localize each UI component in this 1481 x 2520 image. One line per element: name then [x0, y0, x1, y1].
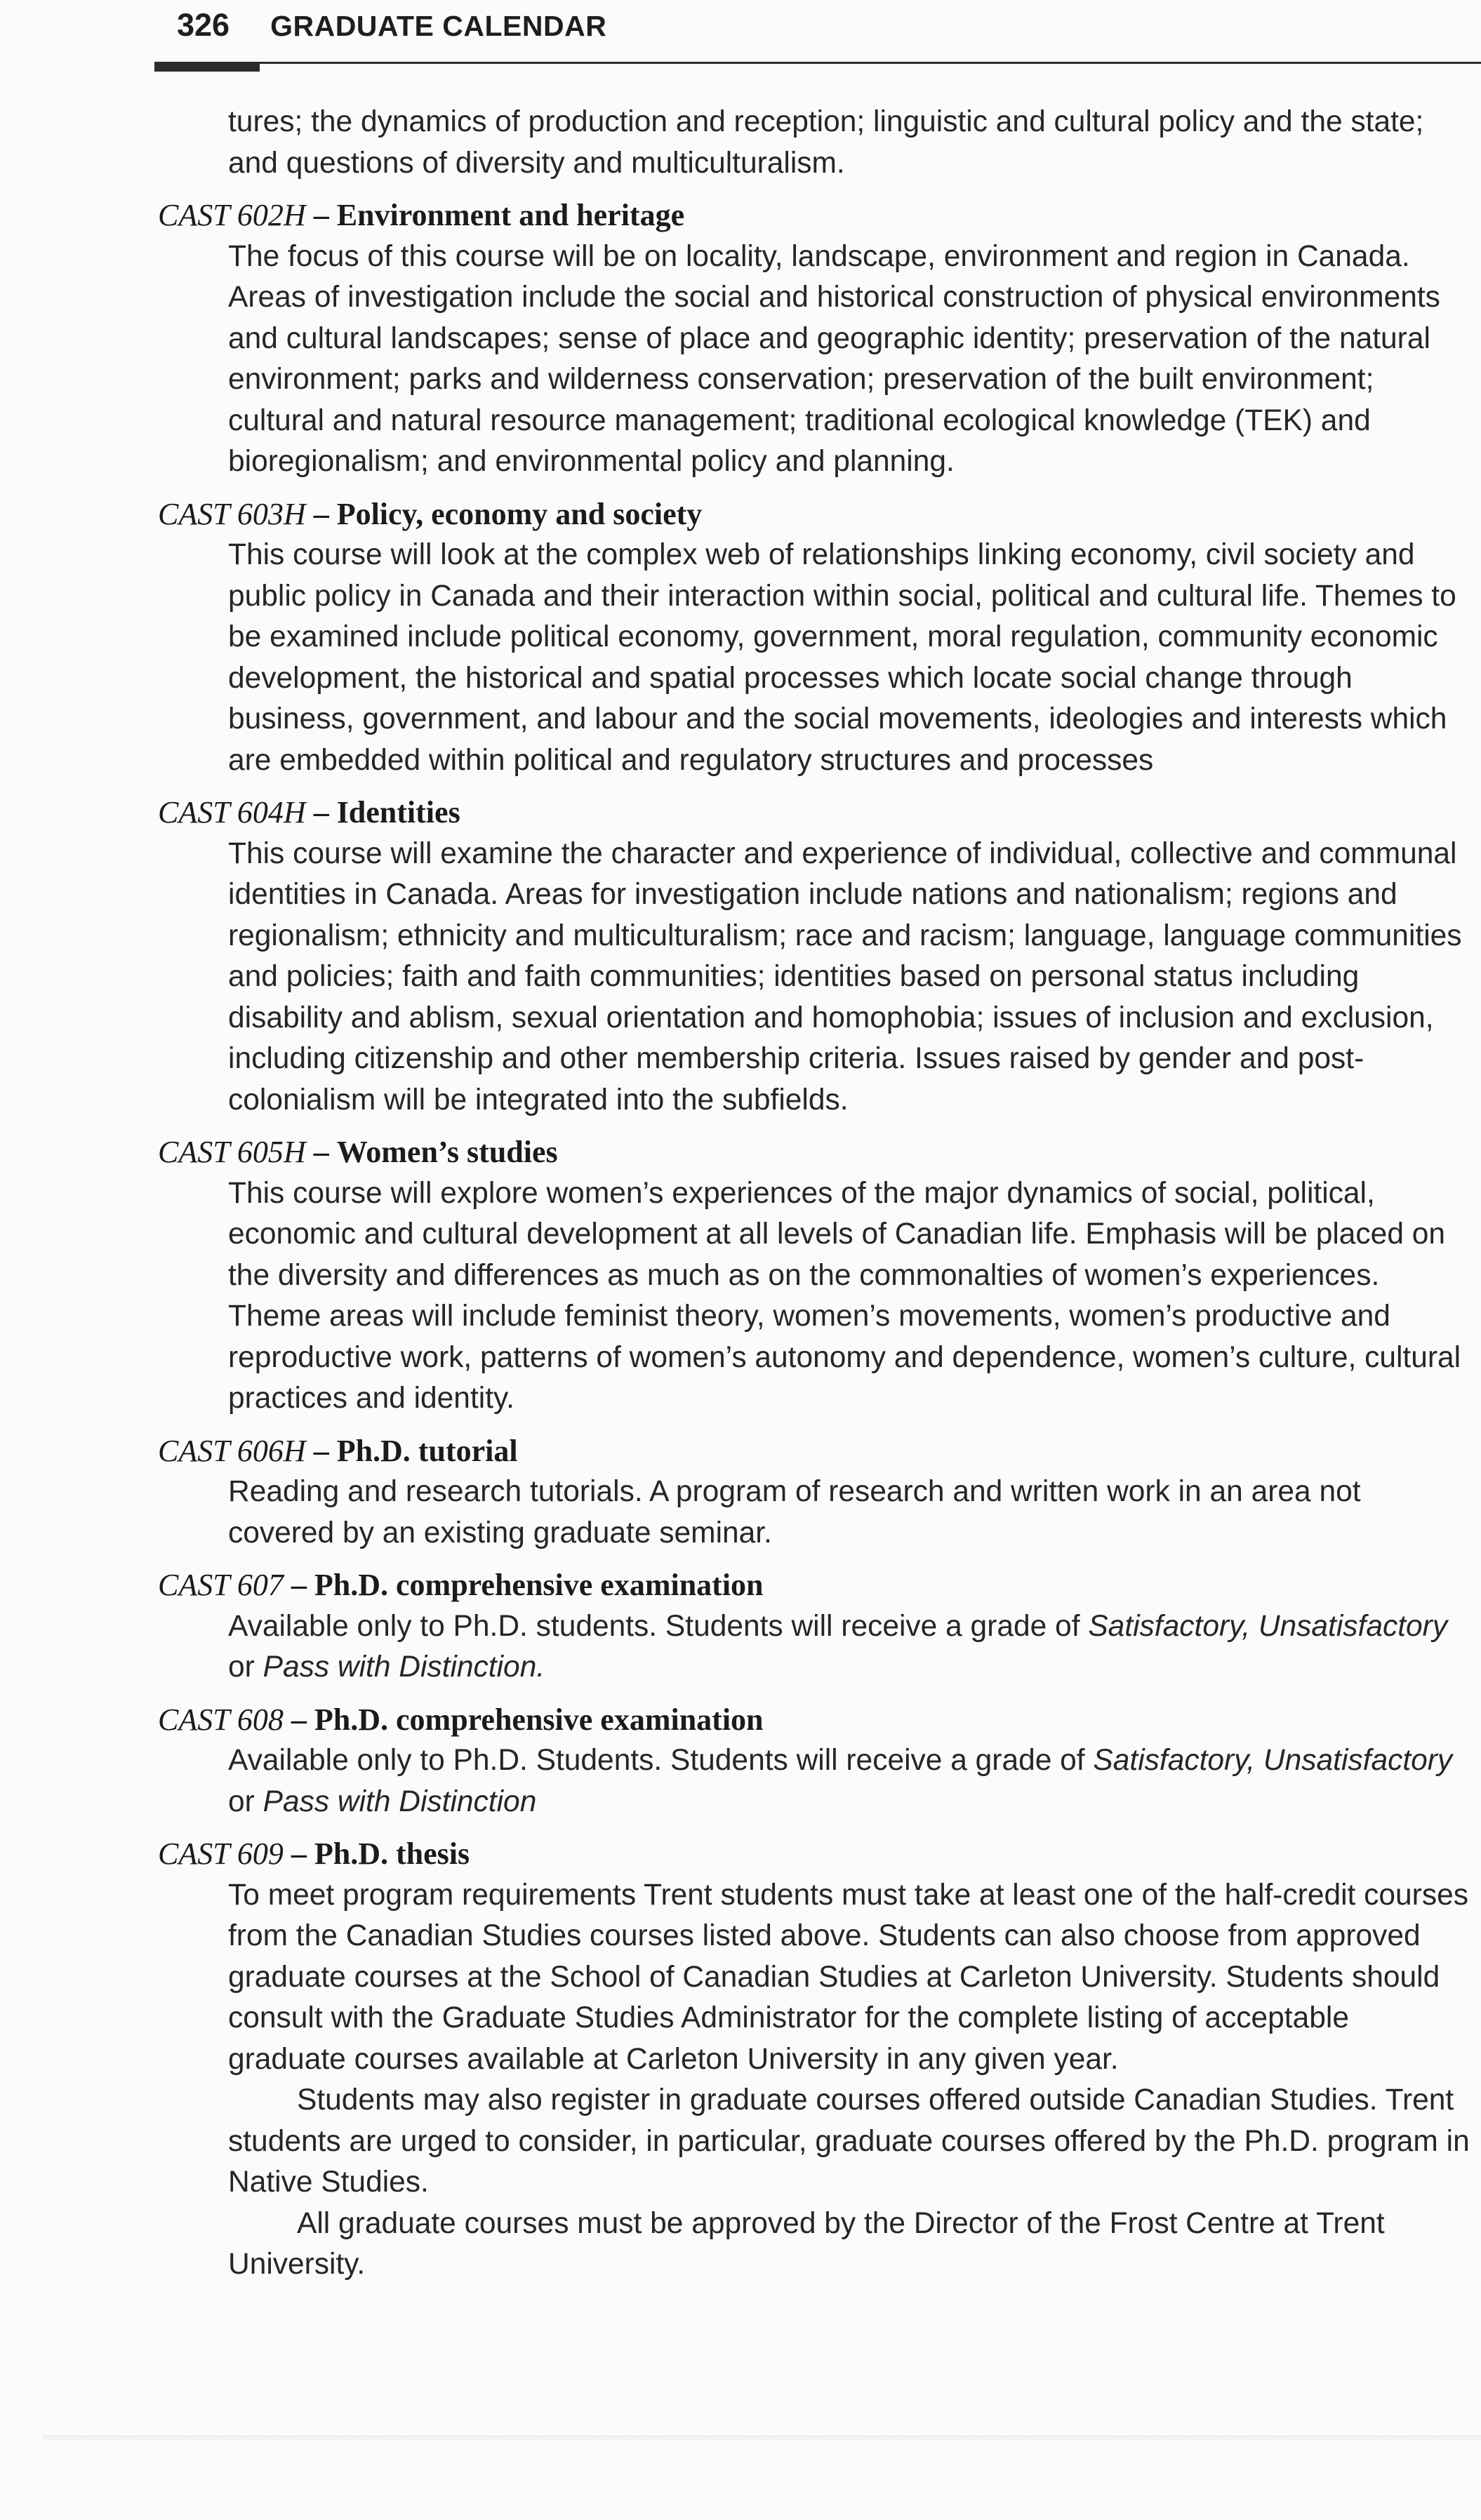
course-description: The focus of this course will be on locality, landscape, environment and region in Canada. Areas of investigation include the social and historical construction of physical environments and cultural landscapes; sense of place and geographic identity; preservation of the natural environment; parks and wilderness conservation; preservation of the built environment; cultural and natural resource management; traditional ecological knowledge (TEK) and bioregionalism; and environmental policy and planning.: [228, 239, 1440, 478]
course-code: CAST 603H: [158, 496, 306, 531]
grade-distinction: Pass with Distinction: [263, 1785, 537, 1818]
course-description: [228, 1740, 1470, 1822]
course-heading: [158, 1431, 1470, 1472]
course-heading: [158, 1565, 1470, 1606]
course-dash: –: [291, 1568, 307, 1602]
course-code: CAST 607: [158, 1568, 284, 1602]
course-entry-cast-606h: [158, 1431, 1470, 1554]
grade-unsatisfactory: Unsatisfactory: [1263, 1744, 1453, 1777]
course-dash: –: [313, 496, 329, 531]
course-code: CAST 608: [158, 1702, 284, 1737]
course-entry-cast-609: [158, 1834, 1470, 2286]
course-dash: –: [313, 795, 329, 829]
header-rule-accent: [154, 62, 260, 72]
continued-paragraph: tures; the dynamics of production and reception; linguistic and cultural policy and the state; and questions of diversity and multiculturalism.: [228, 105, 1424, 180]
course-heading: [158, 1700, 1470, 1741]
course-code: CAST 604H: [158, 795, 306, 829]
course-description: [228, 1606, 1470, 1688]
page-number: 326: [177, 7, 230, 43]
course-entry-cast-603h: [158, 494, 1470, 782]
course-code: CAST 606H: [158, 1433, 306, 1468]
page-bottom-edge: [42, 2435, 1481, 2442]
course-description-paragraph: To meet program requirements Trent students must take at least one of the half-credit courses from the Canadian Studies courses listed above. Students can also choose from approved graduate courses at the School of Canadian Studies at Carleton University. Students should consult with the Graduate Studies Administrator for the complete listing of acceptable graduate courses available at Carleton University in any given year.: [228, 1878, 1468, 2076]
course-dash: –: [313, 1433, 329, 1468]
course-heading: [158, 494, 1470, 535]
course-entry-cast-605h: [158, 1132, 1470, 1420]
page-header: [177, 7, 606, 49]
course-dash: –: [313, 1135, 329, 1169]
course-title: Policy, economy and society: [336, 496, 703, 531]
course-title: Ph.D. tutorial: [336, 1433, 518, 1468]
course-description-paragraph: Students may also register in graduate courses offered outside Canadian Studies. Trent students are urged to consider, in particular, graduate courses offered by the Ph.D. program in Native Studies.: [228, 2084, 1470, 2199]
course-heading: [158, 195, 1470, 236]
course-code: CAST 605H: [158, 1135, 306, 1169]
course-dash: –: [313, 198, 329, 232]
description-text: Available only to Ph.D. Students. Students will receive a grade of: [228, 1744, 1094, 1777]
course-heading: [158, 1132, 1470, 1173]
grade-satisfactory: Satisfactory,: [1093, 1744, 1256, 1777]
header-rule: [154, 62, 1481, 64]
course-description-paragraph: All graduate courses must be approved by the Director of the Frost Centre at Trent University.: [228, 2206, 1385, 2281]
course-description: This course will explore women’s experiences of the major dynamics of social, political, economic and cultural development at all levels of Canadian life. Emphasis will be placed on the diversity and differences as much as on the commonalties of women’s experiences. Theme areas will include feminist theory, women’s movements, women’s productive and reproductive work, patterns of women’s autonomy and dependence, women’s culture, cultural practices and identity.: [228, 1176, 1461, 1415]
course-code: CAST 602H: [158, 198, 306, 232]
course-heading: [158, 792, 1470, 834]
course-title: Identities: [336, 795, 460, 829]
page-content: [158, 102, 1470, 2286]
running-title: GRADUATE CALENDAR: [270, 10, 607, 42]
course-code: CAST 609: [158, 1836, 284, 1871]
course-description: This course will examine the character and experience of individual, collective and communal identities in Canada. Areas for investigation include nations and nationalism; regions and regionalism; ethnicity and multiculturalism; race and racism; language, language communities and policies; faith and faith communities; identities based on personal status including disability and ablism, sexual orientation and homophobia; issues of inclusion and exclusion, including citizenship and other membership criteria. Issues raised by gender and post-colonialism will be integrated into the subfields.: [228, 836, 1462, 1116]
grade-unsatisfactory: Unsatisfactory: [1258, 1609, 1448, 1643]
course-dash: –: [291, 1836, 307, 1871]
grade-distinction: Pass with Distinction.: [263, 1651, 545, 1684]
course-title: Women’s studies: [336, 1135, 558, 1169]
course-entry-cast-608: [158, 1700, 1470, 1823]
course-entry-cast-602h: [158, 195, 1470, 483]
course-title: Ph.D. thesis: [314, 1836, 470, 1871]
course-title: Environment and heritage: [336, 198, 685, 232]
course-title: Ph.D. comprehensive examination: [314, 1702, 764, 1737]
or-word: or: [228, 1785, 263, 1818]
course-entry-cast-607: [158, 1565, 1470, 1688]
description-text: Available only to Ph.D. students. Students will receive a grade of: [228, 1609, 1089, 1643]
course-heading: [158, 1834, 1470, 1875]
course-title: Ph.D. comprehensive examination: [314, 1568, 764, 1602]
course-description: This course will look at the complex web of relationships linking economy, civil society and public policy in Canada and their interaction within social, political and cultural life. Themes to be examined include political economy, government, moral regulation, community economic development, the historical and spatial processes which locate social change through business, government, and labour and the social movements, ideologies and interests which are embedded within political and regulatory structures and processes: [228, 538, 1456, 777]
or-word: or: [228, 1651, 263, 1684]
course-description: Reading and research tutorials. A program of research and written work in an area not covered by an existing graduate seminar.: [228, 1475, 1361, 1549]
course-dash: –: [291, 1702, 307, 1737]
course-entry-cast-604h: [158, 792, 1470, 1121]
grade-satisfactory: Satisfactory,: [1088, 1609, 1251, 1643]
